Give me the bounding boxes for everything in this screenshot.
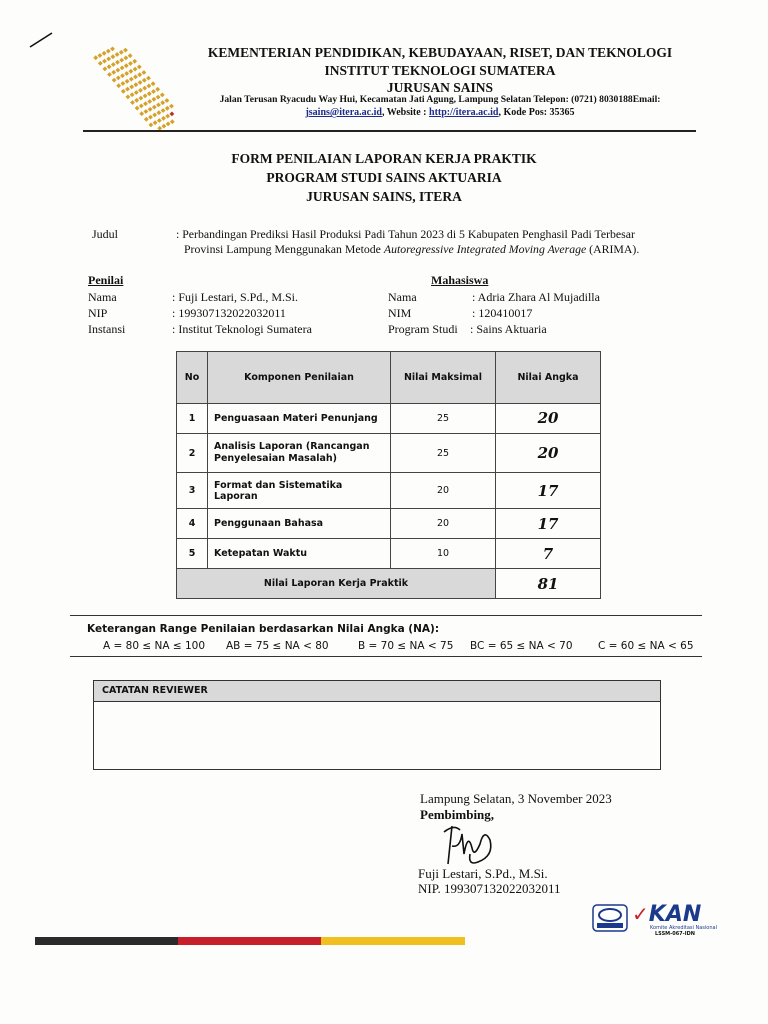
website-prefix: , Website : bbox=[381, 107, 430, 118]
table-header-row bbox=[177, 352, 601, 404]
cell-angka: 20 bbox=[496, 433, 601, 472]
table-row bbox=[177, 509, 601, 539]
mahasiswa-heading: Mahasiswa bbox=[431, 273, 489, 287]
penilai-nip-value: : 199307132022032011 bbox=[172, 306, 286, 320]
postal-code: , Kode Pos: 35365 bbox=[498, 107, 575, 118]
col-header-maks: Nilai Maksimal bbox=[391, 352, 496, 404]
judul-text-2c: (ARIMA). bbox=[586, 242, 640, 256]
cell-angka: 17 bbox=[496, 473, 601, 509]
cell-angka: 7 bbox=[496, 539, 601, 569]
mahasiswa-nama-label: Nama bbox=[388, 290, 417, 304]
total-label: Nilai Laporan Kerja Praktik bbox=[177, 569, 496, 599]
penilai-instansi-value: : Institut Teknologi Sumatera bbox=[172, 322, 312, 336]
signer-nip: NIP. 199307132022032011 bbox=[418, 881, 561, 896]
kan-logo bbox=[632, 902, 701, 927]
ministry-name: KEMENTERIAN PENDIDIKAN, KEBUDAYAAN, RISET, DAN TEKNOLOGI bbox=[207, 45, 673, 60]
penilai-instansi-label: Instansi bbox=[88, 322, 126, 336]
form-title-line2: PROGRAM STUDI SAINS AKTUARIA bbox=[266, 170, 502, 185]
judul-label: Judul bbox=[92, 227, 119, 241]
range-bc: BC = 65 ≤ NA < 70 bbox=[470, 640, 573, 652]
mahasiswa-nim-value: : 120410017 bbox=[472, 306, 533, 320]
cell-maks: 25 bbox=[391, 404, 496, 434]
range-a: A = 80 ≤ NA ≤ 100 bbox=[103, 640, 206, 652]
cell-angka: 17 bbox=[496, 509, 601, 539]
cell-maks: 10 bbox=[391, 539, 496, 569]
website-link[interactable]: http://itera.ac.id bbox=[429, 107, 499, 118]
penilai-heading: Penilai bbox=[88, 273, 124, 287]
department-name: JURUSAN SAINS bbox=[386, 80, 494, 95]
footer-bar-dark bbox=[35, 937, 178, 945]
institute-name: INSTITUT TEKNOLOGI SUMATERA bbox=[324, 63, 556, 78]
form-title-line1: FORM PENILAIAN LAPORAN KERJA PRAKTIK bbox=[231, 151, 537, 166]
table-row bbox=[177, 473, 601, 509]
range-c: C = 60 ≤ NA < 65 bbox=[598, 640, 694, 652]
total-value: 81 bbox=[496, 569, 601, 599]
judul-text-line2 bbox=[184, 242, 639, 257]
range-top-divider bbox=[70, 615, 702, 616]
itera-logo-icon bbox=[88, 44, 178, 130]
form-title-line3: JURUSAN SAINS, ITERA bbox=[306, 189, 462, 204]
contact-line bbox=[180, 107, 700, 118]
handwritten-signature-icon bbox=[440, 818, 496, 870]
col-header-komponen: Komponen Penilaian bbox=[208, 352, 391, 404]
penilai-nip-label: NIP bbox=[88, 306, 108, 320]
cell-no: 1 bbox=[177, 404, 208, 434]
cell-no: 5 bbox=[177, 539, 208, 569]
col-header-no: No bbox=[177, 352, 208, 404]
table-row bbox=[177, 404, 601, 434]
cell-komponen: Penguasaan Materi Penunjang bbox=[208, 404, 391, 434]
iso-certification-icon bbox=[592, 904, 628, 932]
table-row bbox=[177, 433, 601, 472]
score-table bbox=[176, 351, 601, 599]
judul-text-2a: Provinsi Lampung Menggunakan Metode bbox=[184, 242, 384, 256]
kan-mark: KAN bbox=[648, 902, 702, 927]
cell-komponen: Format dan Sistematika Laporan bbox=[208, 473, 391, 509]
judul-text-line1: : Perbandingan Prediksi Hasil Produksi Padi Tahun 2023 di 5 Kabupaten Penghasil Padi Terbesar bbox=[176, 227, 635, 241]
judul-text-2b: Autoregressive Integrated Moving Average bbox=[383, 242, 587, 256]
cell-angka: 20 bbox=[496, 404, 601, 434]
cell-komponen: Analisis Laporan (Rancangan Penyelesaian Masalah) bbox=[208, 433, 391, 472]
col-header-angka: Nilai Angka bbox=[496, 352, 601, 404]
total-row bbox=[177, 569, 601, 599]
place-date: Lampung Selatan, 3 November 2023 bbox=[420, 791, 612, 806]
signer-name: Fuji Lestari, S.Pd., M.Si. bbox=[418, 866, 548, 881]
signature-role: Pembimbing, bbox=[420, 807, 495, 822]
penilai-nama-value: : Fuji Lestari, S.Pd., M.Si. bbox=[172, 290, 299, 304]
cell-no: 3 bbox=[177, 473, 208, 509]
range-bottom-divider bbox=[70, 656, 702, 657]
footer-bar-yellow bbox=[321, 937, 465, 945]
mahasiswa-prodi-label: Program Studi bbox=[388, 322, 458, 336]
cell-maks: 20 bbox=[391, 473, 496, 509]
header-divider bbox=[83, 130, 696, 132]
mahasiswa-nama-value: : Adria Zhara Al Mujadilla bbox=[472, 290, 600, 304]
cell-no: 4 bbox=[177, 509, 208, 539]
cell-komponen: Penggunaan Bahasa bbox=[208, 509, 391, 539]
email-link[interactable]: jsains@itera.ac.id bbox=[305, 107, 382, 118]
pen-mark-icon bbox=[28, 30, 54, 50]
reviewer-notes-area[interactable] bbox=[94, 702, 660, 769]
range-ab: AB = 75 ≤ NA < 80 bbox=[226, 640, 329, 652]
penilai-nama-label: Nama bbox=[88, 290, 117, 304]
kan-code: LSSM-067-IDN bbox=[655, 931, 695, 937]
range-b: B = 70 ≤ NA < 75 bbox=[358, 640, 454, 652]
address-line: Jalan Terusan Ryacudu Way Hui, Kecamatan Jati Agung, Lampung Selatan Telepon: (0721) 8030188Email: bbox=[219, 94, 661, 105]
footer-bar-red bbox=[178, 937, 321, 945]
kan-check-icon: ✓ bbox=[632, 902, 649, 926]
reviewer-box bbox=[93, 680, 661, 770]
kan-subtitle: Komite Akreditasi Nasional bbox=[650, 925, 717, 931]
mahasiswa-prodi-value: : Sains Aktuaria bbox=[470, 322, 547, 336]
range-title: Keterangan Range Penilaian berdasarkan Nilai Angka (NA): bbox=[87, 623, 440, 635]
table-row bbox=[177, 539, 601, 569]
cell-komponen: Ketepatan Waktu bbox=[208, 539, 391, 569]
reviewer-heading: CATATAN REVIEWER bbox=[94, 681, 660, 702]
cell-maks: 20 bbox=[391, 509, 496, 539]
mahasiswa-nim-label: NIM bbox=[388, 306, 412, 320]
cell-no: 2 bbox=[177, 433, 208, 472]
cell-maks: 25 bbox=[391, 433, 496, 472]
